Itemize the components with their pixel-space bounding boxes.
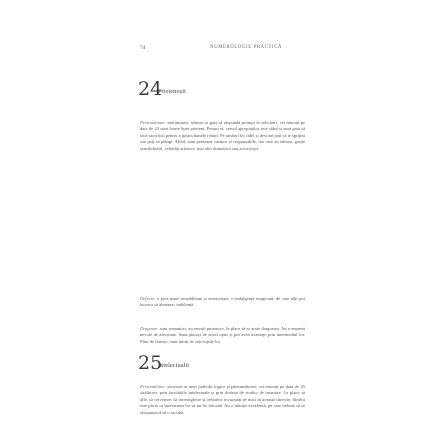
paragraph-lead: Defecte: [140, 296, 156, 301]
section-title: Prietenoșii [158, 88, 186, 95]
paragraph-text: posesori ai unei judecăți logice și pătrunzătoare, cei născuți pe data de 25 strălucesc prin facultățile intelectuale și prin dorința de studiu, de instruire. Le place să afle, să cerceteze, să investigheze și trebuiesc încurajați de mici în această direcție, fiindcă este păcat ca înzestrarea lor să nu fie folosită. Au o intuiție excelentă, pe care trebuie să se obișnuiască să o asculte. [140, 384, 305, 415]
paragraph-lead: Personalitate: [140, 384, 167, 389]
paragraph-text: mărinimoși, săritori și gata să răspundă prompt la solicitări, cei născuți pe data de 24 sunt foarte buni prieteni. Pentru ei, cercul apropiaților este sfânt și sunt gata să facă sacrificii pentru a păstra bunele relații. Pe umărul lor fidel și devotat poți să te sprijini sau poți să plângi. Altfel, sunt persoane casnice și responsabile, dar care au adesea, grație sensibilității, veleități artistice, mai ales dramatice sau actoricești. [140, 120, 305, 151]
section-title: Intelectualii [158, 362, 190, 369]
paragraph-personality [140, 384, 305, 416]
paragraph-defects [140, 296, 305, 309]
paragraph-love [140, 326, 305, 345]
section-heading-24 [138, 80, 338, 102]
section-heading-25 [138, 354, 338, 376]
section-number: 24 [138, 78, 163, 100]
page-number: 74 [140, 45, 146, 51]
section-number: 25 [138, 352, 163, 374]
running-head [140, 45, 360, 55]
paragraph-text: sunt romantici, au emoții puternice, le place să-și arate dragostea. Au o enormă nevoie de afecțiune. Sunt plăcuți de sexul opus și pot avea avantaje prin intermediul lor. Plini de farmec, sunt iubiți de soți/soțiile lor. [140, 326, 305, 344]
paragraph-personality [140, 120, 305, 152]
running-title: NUMEROLOGIE PRACTICĂ [210, 45, 283, 50]
paragraph-lead: Personalitate: [140, 120, 167, 125]
paragraph-lead: Dragoste: [140, 326, 159, 331]
paragraph-text: o prea mare sensibilitate și emotivitate, o indulgență exagerată, de care alții pot încerca să abuzeze; indolență. [140, 296, 305, 308]
